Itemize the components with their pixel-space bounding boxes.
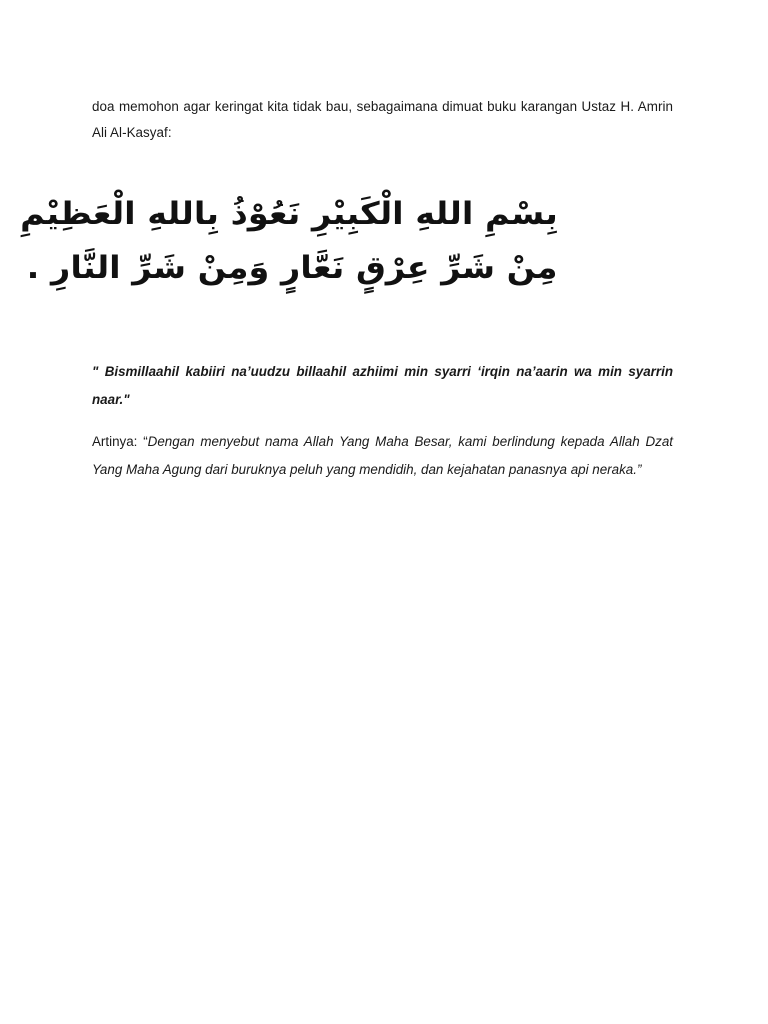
- document-page: [20, 94, 673, 497]
- transliteration-paragraph: " Bismillaahil kabiiri na’uudzu billaahil azhiimi min syarri ‘irqin na’aarin wa min syarrin naar.": [92, 364, 673, 407]
- meaning-text: Dengan menyebut nama Allah Yang Maha Besar, kami berlindung kepada Allah Dzat Yang Maha Agung dari buruknya peluh yang mendidih, dan kejahatan panasnya api neraka.”: [92, 434, 673, 477]
- arabic-line-2: مِنْ شَرِّ عِرْقٍ نَعَّارٍ وَمِنْ شَرِّ النَّارِ .: [27, 250, 558, 286]
- meaning-paragraph: [92, 428, 673, 484]
- arabic-line-1: بِسْمِ اللهِ الْكَبِيْرِ نَعُوْذُ بِاللهِ الْعَظِيْمِ: [20, 196, 558, 232]
- intro-paragraph: doa memohon agar keringat kita tidak bau, sebagaimana dimuat buku karangan Ustaz H. Amrin Ali Al-Kasyaf:: [92, 99, 673, 140]
- arabic-prayer-figure: [20, 178, 673, 318]
- arabic-calligraphy-image: [20, 178, 568, 318]
- meaning-label: Artinya: “: [92, 434, 148, 449]
